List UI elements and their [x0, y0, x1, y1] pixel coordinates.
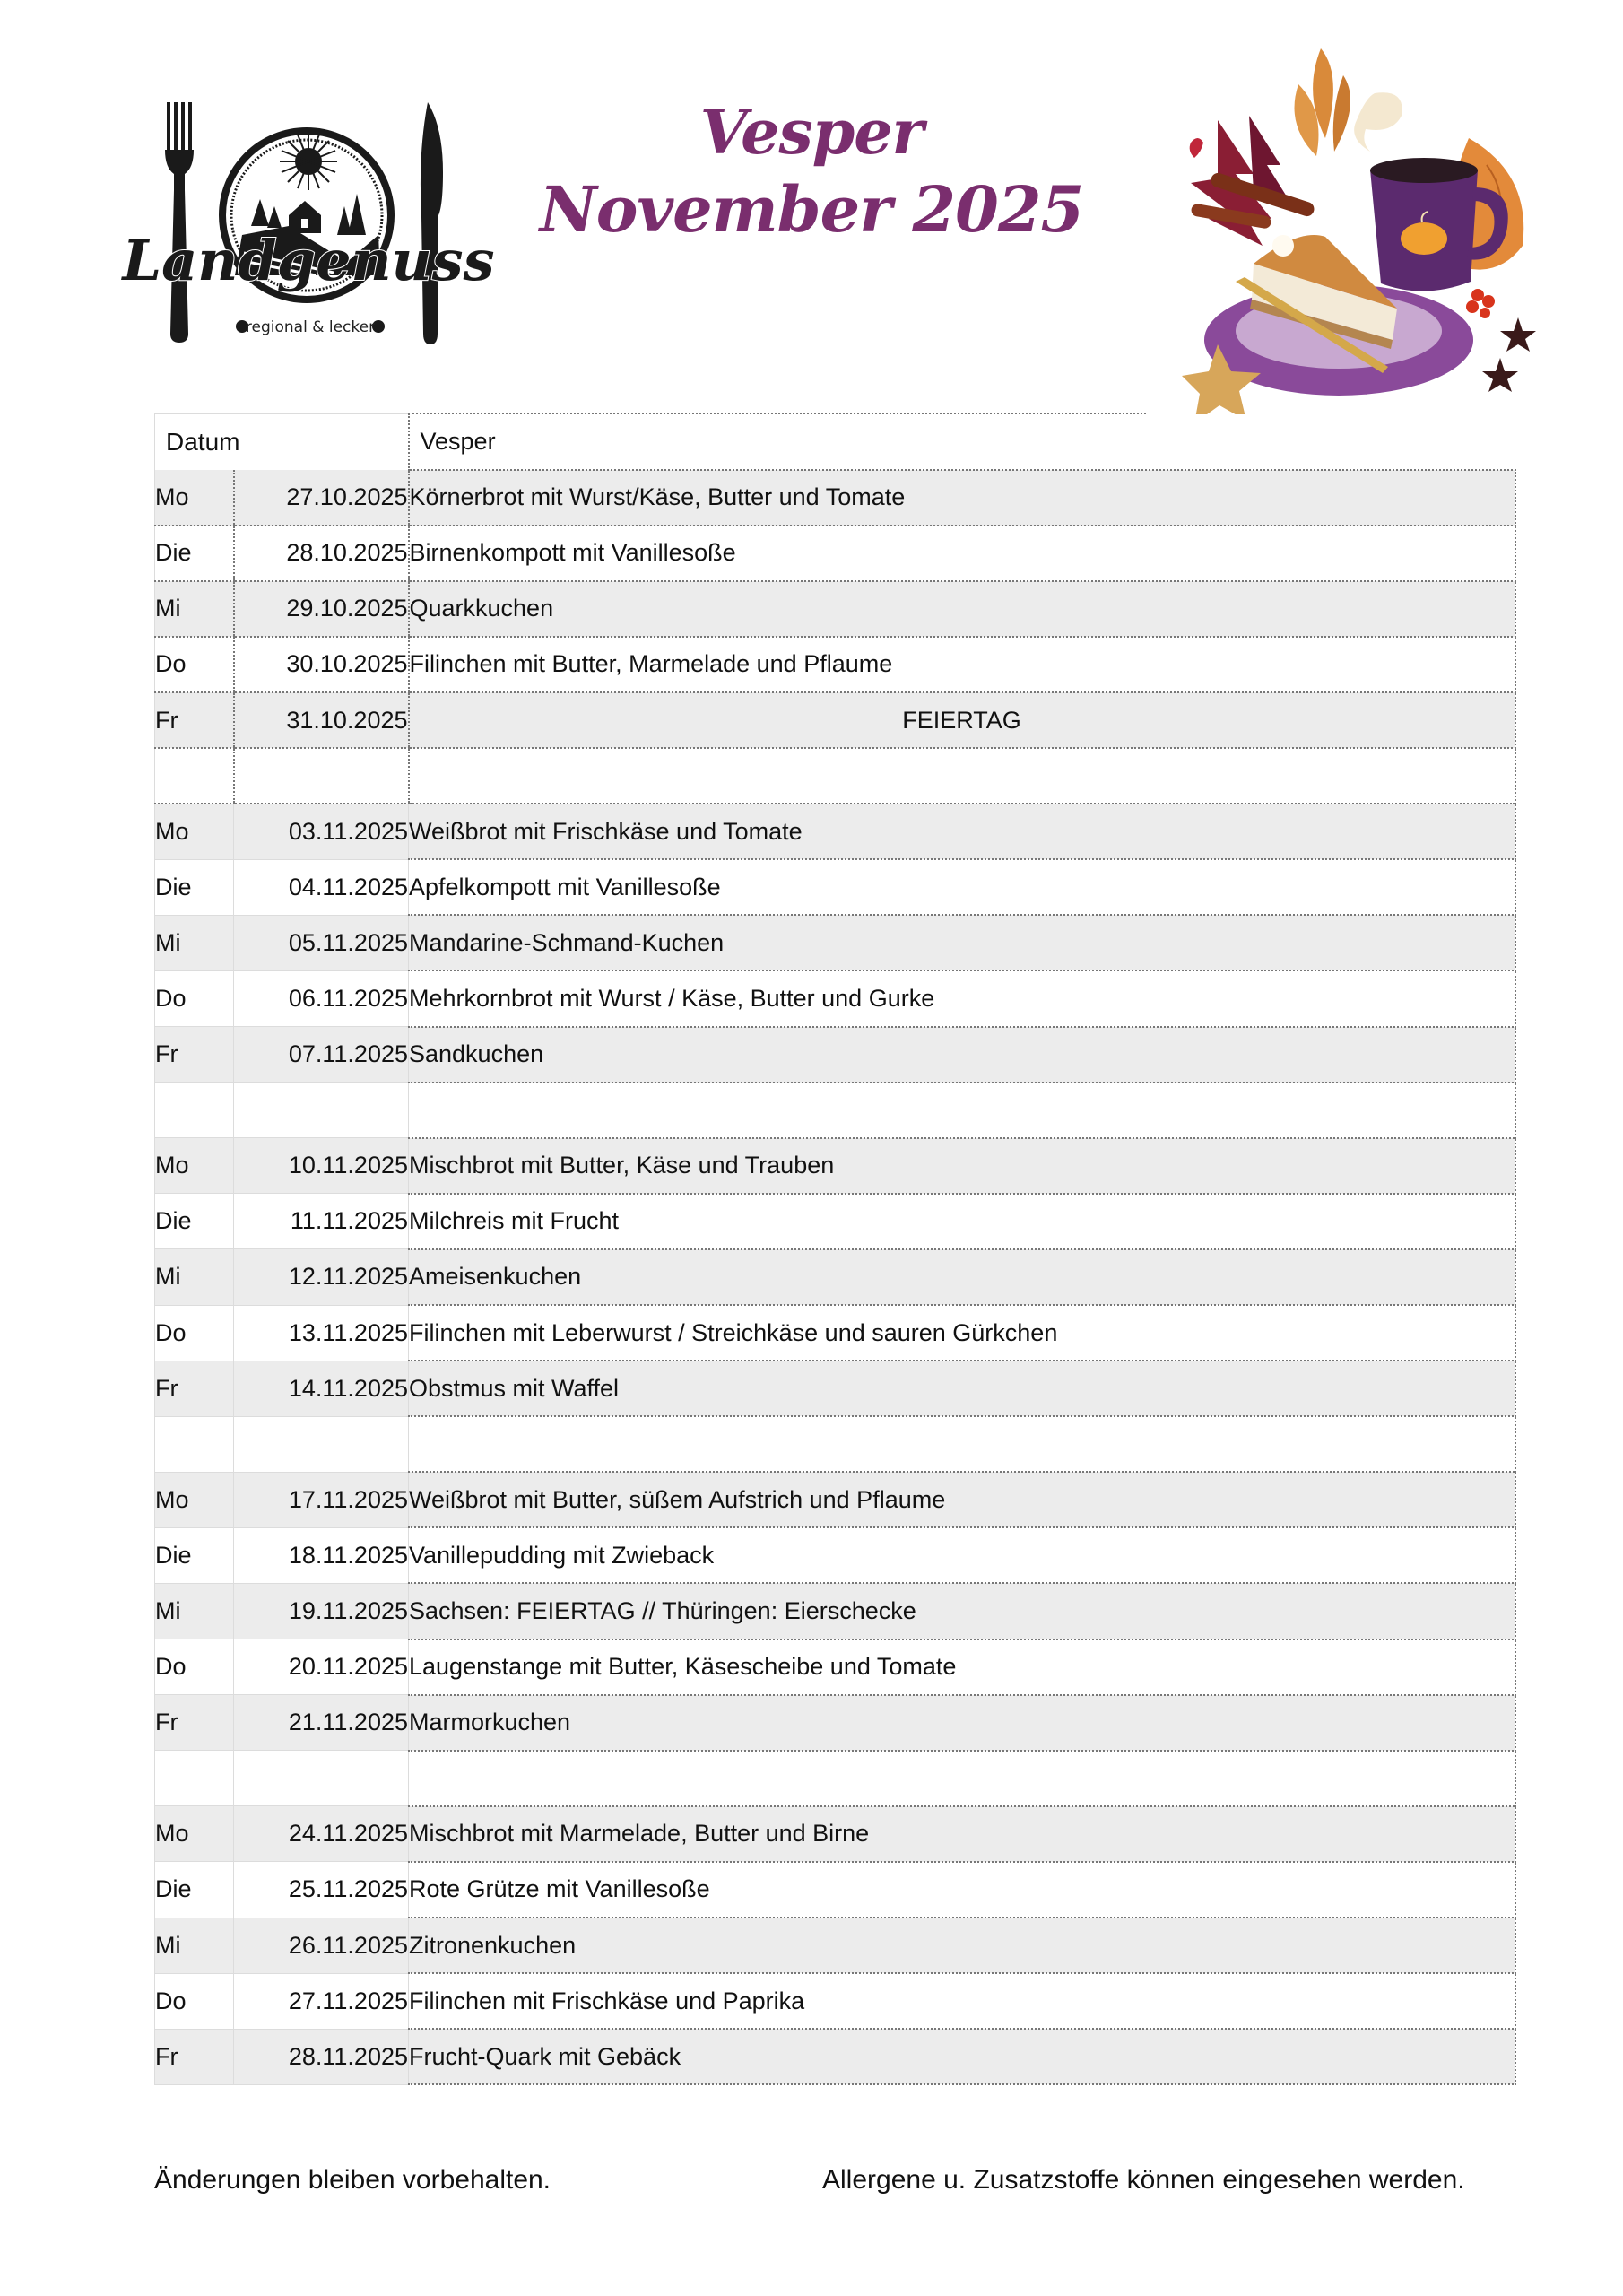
spacer-row [155, 748, 1515, 804]
table-row [155, 1472, 1515, 1527]
meal-cell: Rote Grütze mit Vanillesoße [409, 1862, 1515, 1918]
table-row [155, 1138, 1515, 1194]
date-cell: 04.11.2025 [234, 859, 409, 915]
date-cell: 28.10.2025 [234, 526, 409, 581]
day-cell: Die [155, 1194, 234, 1249]
table-row [155, 970, 1515, 1026]
meal-cell: Filinchen mit Butter, Marmelade und Pflaume [409, 637, 1515, 692]
date-cell: 18.11.2025 [234, 1527, 409, 1583]
day-cell: Mi [155, 915, 234, 970]
table-row [155, 1249, 1515, 1305]
date-cell: 20.11.2025 [234, 1639, 409, 1695]
table-row [155, 581, 1515, 637]
day-cell: Fr [155, 692, 234, 748]
table-row [155, 1527, 1515, 1583]
day-cell: Mi [155, 1918, 234, 1973]
meal-cell: Mischbrot mit Butter, Käse und Trauben [409, 1138, 1515, 1194]
week-4 [155, 1472, 1515, 1806]
day-cell: Die [155, 1862, 234, 1918]
table-row [155, 1194, 1515, 1249]
berries-icon [1466, 289, 1495, 318]
table-row [155, 804, 1515, 859]
day-cell: Mo [155, 1138, 234, 1194]
table-row [155, 2029, 1515, 2084]
date-cell: 27.11.2025 [234, 1973, 409, 2029]
date-cell: 29.10.2025 [234, 581, 409, 637]
star-anise-icon [1482, 317, 1536, 392]
logo-wordmark: Landgenuss [122, 228, 495, 293]
day-cell: Do [155, 1305, 234, 1361]
day-cell: Die [155, 1527, 234, 1583]
table-row [155, 692, 1515, 748]
meal-cell: Weißbrot mit Butter, süßem Aufstrich und Pflaume [409, 1472, 1515, 1527]
day-cell: Die [155, 526, 234, 581]
date-cell: 10.11.2025 [234, 1138, 409, 1194]
vesper-plan-table [154, 413, 1516, 2085]
date-cell: 05.11.2025 [234, 915, 409, 970]
date-cell: 11.11.2025 [234, 1194, 409, 1249]
day-cell: Do [155, 637, 234, 692]
meal-cell: Quarkkuchen [409, 581, 1515, 637]
date-cell: 13.11.2025 [234, 1305, 409, 1361]
landgenuss-logo [122, 100, 495, 356]
date-cell: 31.10.2025 [234, 692, 409, 748]
day-cell: Mi [155, 1583, 234, 1639]
page-title: Vesper [699, 97, 924, 169]
day-cell: Fr [155, 2029, 234, 2084]
date-cell: 06.11.2025 [234, 970, 409, 1026]
table-row [155, 470, 1515, 526]
table-row [155, 637, 1515, 692]
table-row [155, 1639, 1515, 1695]
table-row [155, 1695, 1515, 1751]
day-cell: Do [155, 970, 234, 1026]
meal-cell: Mehrkornbrot mit Wurst / Käse, Butter und Gurke [409, 970, 1515, 1026]
knife-icon [421, 102, 443, 344]
table-row [155, 1027, 1515, 1083]
table-row [155, 915, 1515, 970]
holiday-cell: FEIERTAG [409, 692, 1515, 748]
day-cell: Do [155, 1973, 234, 2029]
meal-cell: Birnenkompott mit Vanillesoße [409, 526, 1515, 581]
date-cell: 25.11.2025 [234, 1862, 409, 1918]
spacer-row [155, 1083, 1515, 1138]
column-header-vesper: Vesper [409, 414, 1515, 470]
spacer-row [155, 1416, 1515, 1472]
day-cell: Die [155, 859, 234, 915]
meal-cell: Zitronenkuchen [409, 1918, 1515, 1973]
day-cell: Mi [155, 581, 234, 637]
day-cell: Fr [155, 1361, 234, 1416]
meal-cell: Marmorkuchen [409, 1695, 1515, 1751]
meal-cell: Filinchen mit Leberwurst / Streichkäse und sauren Gürkchen [409, 1305, 1515, 1361]
table-row [155, 1806, 1515, 1862]
date-cell: 19.11.2025 [234, 1583, 409, 1639]
sun-icon [280, 133, 337, 190]
table-row [155, 859, 1515, 915]
meal-cell: Milchreis mit Frucht [409, 1194, 1515, 1249]
table-row [155, 1361, 1515, 1416]
footer-note-allergens: Allergene u. Zusatzstoffe können eingesehen werden. [822, 2165, 1465, 2195]
day-cell: Do [155, 1639, 234, 1695]
day-cell: Fr [155, 1027, 234, 1083]
date-cell: 12.11.2025 [234, 1249, 409, 1305]
date-cell: 07.11.2025 [234, 1027, 409, 1083]
table-row [155, 1305, 1515, 1361]
date-cell: 27.10.2025 [234, 470, 409, 526]
day-cell: Mo [155, 1806, 234, 1862]
meal-cell: Sandkuchen [409, 1027, 1515, 1083]
day-cell: Fr [155, 1695, 234, 1751]
meal-cell: Sachsen: FEIERTAG // Thüringen: Eierschecke [409, 1583, 1515, 1639]
week-2 [155, 804, 1515, 1138]
table-row [155, 1973, 1515, 2029]
week-5 [155, 1806, 1515, 2084]
date-cell: 03.11.2025 [234, 804, 409, 859]
date-cell: 30.10.2025 [234, 637, 409, 692]
meal-cell: Mischbrot mit Marmelade, Butter und Birne [409, 1806, 1515, 1862]
table-row [155, 526, 1515, 581]
meal-cell: Vanillepudding mit Zwieback [409, 1527, 1515, 1583]
week-3 [155, 1138, 1515, 1473]
week-1 [155, 470, 1515, 804]
page-subtitle: November 2025 [539, 172, 1084, 247]
meal-cell: Frucht-Quark mit Gebäck [409, 2029, 1515, 2084]
column-header-datum: Datum [155, 414, 409, 470]
meal-cell: Laugenstange mit Butter, Käsescheibe und Tomate [409, 1639, 1515, 1695]
meal-cell: Obstmus mit Waffel [409, 1361, 1515, 1416]
date-cell: 17.11.2025 [234, 1472, 409, 1527]
table-row [155, 1918, 1515, 1973]
table-header-row [155, 414, 1515, 470]
meal-cell: Körnerbrot mit Wurst/Käse, Butter und Tomate [409, 470, 1515, 526]
date-cell: 28.11.2025 [234, 2029, 409, 2084]
autumn-cake-coffee-illustration [1182, 39, 1567, 439]
date-cell: 21.11.2025 [234, 1695, 409, 1751]
spacer-row [155, 1751, 1515, 1806]
logo-tagline: regional & lecker [245, 318, 376, 336]
day-cell: Mo [155, 804, 234, 859]
table-row [155, 1862, 1515, 1918]
autumn-leaves-icon [1190, 48, 1524, 270]
table-row [155, 1583, 1515, 1639]
meal-cell: Weißbrot mit Frischkäse und Tomate [409, 804, 1515, 859]
day-cell: Mi [155, 1249, 234, 1305]
meal-cell: Ameisenkuchen [409, 1249, 1515, 1305]
date-cell: 26.11.2025 [234, 1918, 409, 1973]
date-cell: 14.11.2025 [234, 1361, 409, 1416]
fork-icon [165, 102, 194, 343]
meal-cell: Apfelkompott mit Vanillesoße [409, 859, 1515, 915]
footer-note-changes: Änderungen bleiben vorbehalten. [154, 2165, 551, 2195]
day-cell: Mo [155, 470, 234, 526]
date-cell: 24.11.2025 [234, 1806, 409, 1862]
meal-cell: Mandarine-Schmand-Kuchen [409, 915, 1515, 970]
steam-icon [1354, 92, 1402, 152]
meal-cell: Filinchen mit Frischkäse und Paprika [409, 1973, 1515, 2029]
day-cell: Mo [155, 1472, 234, 1527]
